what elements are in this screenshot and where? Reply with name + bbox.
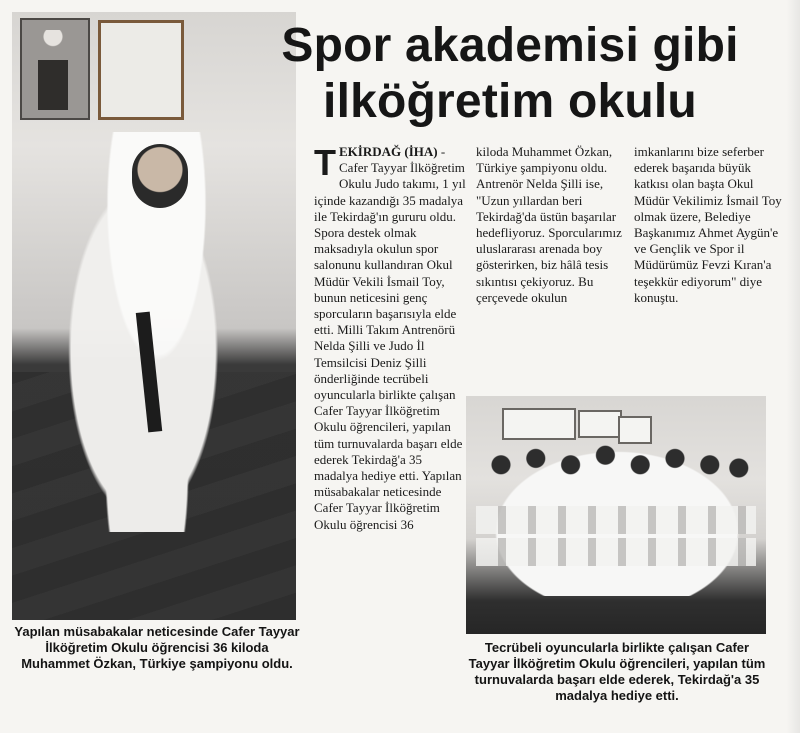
front-row: [476, 506, 756, 534]
wall-portrait: [20, 18, 90, 120]
dateline: EKİRDAĞ (İHA): [339, 144, 438, 159]
drop-cap: T: [314, 142, 336, 183]
wall-frame: [98, 20, 184, 120]
wall-frame-small: [578, 410, 622, 438]
article-column-2: kiloda Muhammet Özkan, Türkiye şampiyonu oldu. Antrenör Nelda Şilli ise, "Uzun yıllardan beri Tekirdağ'da üstün başarılar hedefliyoruz. Sporcularımız uluslararası arenada boy gösterirken, biz hâlâ tesis sıkıntısı çekiyoruz. Bu çerçevede okulun: [476, 144, 622, 305]
caption-left: Yapılan müsabakalar neticesinde Cafer Tayyar İlköğretim Okulu öğrencisi 36 kiloda Muhammet Özkan, Türkiye şampiyonu oldu.: [14, 624, 300, 671]
front-row: [476, 538, 756, 566]
caption-right: Tecrübeli oyuncularla birlikte çalışan Cafer Tayyar İlköğretim Okulu öğrencileri, yapılan tüm turnuvalarda başarı elde ederek, Tekirdağ'a 35 madalya hediye etti.: [468, 640, 766, 703]
scan-shadow: [786, 0, 800, 733]
article-column-1-text: - Cafer Tayyar İlköğretim Okulu Judo takımı, 1 yıl içinde kazandığı 35 madalya ile Tekirdağ'ın gururu oldu. Spora destek olmak maksadıyla okulun spor salonunu kullandıran Okul Müdür Vekili İsmail Toy, bunun neticesini genç sporcuların başarısıyla elde etti. Milli Takım Antrenörü Nelda Şilli ve Judo İl Temsilcisi Deniz Şilli önderliğinde tecrübeli oyuncularla birlikte çalışan Cafer Tayyar İlköğretim Okulu öğrencileri, yapılan tüm turnuvalarda başarı elde ederek Tekirdağ'a 35 madalya hediye etti. Yapılan müsabakalar neticesinde Cafer Tayyar İlköğretim Okulu öğrencisi 36: [314, 144, 466, 532]
headline: Spor akademisi gibi ilköğretim okulu: [281, 19, 739, 128]
judoka-head: [132, 144, 188, 208]
article-column-1: [314, 144, 466, 533]
article-column-3: imkanlarını bize seferber ederek başarıda büyük katkısı olan başta Okul Müdür Vekilimiz İsmail Toy olmak üzere, Belediye Başkanımız Ahmet Aygün'e ve Gençlik ve Spor il Müdürümüz Fevzi Kıran'a teşekkür ediyorum" diye konuştu.: [634, 144, 782, 305]
team-group-photo: [466, 396, 766, 634]
